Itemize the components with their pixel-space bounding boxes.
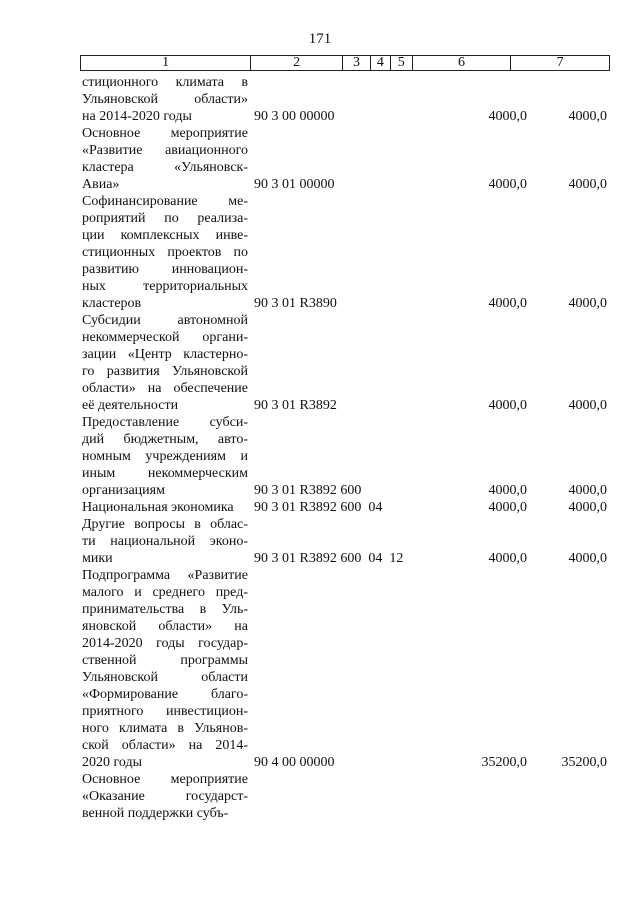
row-code: 90 3 01 R3892 600 04 bbox=[254, 500, 383, 515]
header-col-5: 5 bbox=[391, 56, 413, 70]
description-line: Другие вопросы в облас- bbox=[82, 517, 248, 532]
description-line: Софинансирование ме- bbox=[82, 194, 248, 209]
description-line: 2014-2020 годы государ- bbox=[82, 636, 248, 651]
description-line: ных территориальных bbox=[82, 279, 248, 294]
row-value-col7: 4000,0 bbox=[568, 551, 607, 566]
header-col-4: 4 bbox=[371, 56, 391, 70]
description-line: развитию инновацион- bbox=[82, 262, 248, 277]
description-line: Предоставление субси- bbox=[82, 415, 248, 430]
description-line: Авиа» bbox=[82, 177, 120, 192]
row-value-col7: 4000,0 bbox=[568, 398, 607, 413]
row-description bbox=[82, 516, 248, 567]
row-value-col6: 4000,0 bbox=[488, 177, 527, 192]
header-col-1: 1 bbox=[81, 56, 251, 70]
row-value-col6: 4000,0 bbox=[488, 398, 527, 413]
row-description bbox=[82, 193, 248, 312]
description-line: мики bbox=[82, 551, 113, 566]
row-value-col6: 4000,0 bbox=[488, 483, 527, 498]
description-line: зации «Центр кластерно- bbox=[82, 347, 248, 362]
table-row bbox=[82, 312, 612, 414]
description-line: «Оказание государст- bbox=[82, 789, 248, 804]
description-line: стиционных проектов по bbox=[82, 245, 248, 260]
description-line: ного климата в Ульянов- bbox=[82, 721, 248, 736]
description-line: 2020 годы bbox=[82, 755, 143, 770]
description-line: номным учреждениям и bbox=[82, 449, 248, 464]
description-line: организациям bbox=[82, 483, 165, 498]
description-line: её деятельности bbox=[82, 398, 179, 413]
description-line: дий бюджетным, авто- bbox=[82, 432, 248, 447]
description-line: стиционного климата в bbox=[82, 75, 248, 90]
description-line: Основное мероприятие bbox=[82, 126, 248, 141]
description-line: ской области» на 2014- bbox=[82, 738, 248, 753]
row-description bbox=[82, 74, 248, 125]
row-code: 90 3 01 R3890 bbox=[254, 296, 337, 311]
header-col-6: 6 bbox=[413, 56, 512, 70]
row-description bbox=[82, 312, 248, 414]
description-line: «Формирование благо- bbox=[82, 687, 248, 702]
description-line: на 2014-2020 годы bbox=[82, 109, 192, 124]
row-value-col6: 4000,0 bbox=[488, 500, 527, 515]
row-value-col7: 4000,0 bbox=[568, 177, 607, 192]
table-row bbox=[82, 414, 612, 499]
description-line: некоммерческой органи- bbox=[82, 330, 248, 345]
row-value-col6: 4000,0 bbox=[488, 551, 527, 566]
row-code: 90 3 01 00000 bbox=[254, 177, 335, 192]
table-row bbox=[82, 193, 612, 312]
description-line: ции комплексных инве- bbox=[82, 228, 248, 243]
table-body bbox=[82, 74, 612, 822]
description-line: венной поддержки субъ- bbox=[82, 806, 229, 821]
row-value-col6: 35200,0 bbox=[481, 755, 527, 770]
row-code: 90 3 01 R3892 600 04 12 bbox=[254, 551, 404, 566]
description-line: ти национальной эконо- bbox=[82, 534, 248, 549]
description-line: Национальная экономика bbox=[82, 500, 234, 515]
row-value-col7: 4000,0 bbox=[568, 109, 607, 124]
row-code: 90 3 01 R3892 bbox=[254, 398, 337, 413]
table-row bbox=[82, 74, 612, 125]
table-row bbox=[82, 499, 612, 516]
table-row bbox=[82, 567, 612, 771]
row-value-col7: 35200,0 bbox=[561, 755, 607, 770]
description-line: Ульяновской области bbox=[82, 670, 248, 685]
description-line: кластеров bbox=[82, 296, 142, 311]
row-description bbox=[82, 125, 248, 193]
header-col-7: 7 bbox=[556, 55, 564, 70]
row-value-col7: 4000,0 bbox=[568, 500, 607, 515]
row-code: 90 4 00 00000 bbox=[254, 755, 335, 770]
description-line: кластера «Ульяновск- bbox=[82, 160, 248, 175]
description-line: принимательства в Уль- bbox=[82, 602, 248, 617]
row-value-col6: 4000,0 bbox=[488, 296, 527, 311]
row-code: 90 3 01 R3892 600 bbox=[254, 483, 362, 498]
row-description bbox=[82, 499, 248, 516]
description-line: яновской области» на bbox=[82, 619, 248, 634]
row-value-col6: 4000,0 bbox=[488, 109, 527, 124]
row-value-col7: 4000,0 bbox=[568, 296, 607, 311]
description-line: Подпрограмма «Развитие bbox=[82, 568, 248, 583]
table-row bbox=[82, 125, 612, 193]
description-line: иным некоммерческим bbox=[82, 466, 248, 481]
page-number: 171 bbox=[308, 31, 332, 47]
header-col-2: 2 bbox=[251, 56, 343, 70]
table-row bbox=[82, 516, 612, 567]
description-line: Ульяновской области» bbox=[82, 92, 248, 107]
description-line: приятного инвестицион- bbox=[82, 704, 248, 719]
row-value-col7: 4000,0 bbox=[568, 483, 607, 498]
description-line: области» на обеспечение bbox=[82, 381, 248, 396]
description-line: Основное мероприятие bbox=[82, 772, 248, 787]
table-row bbox=[82, 771, 612, 822]
row-description bbox=[82, 771, 248, 822]
description-line: малого и среднего пред- bbox=[82, 585, 248, 600]
table-header bbox=[80, 55, 610, 71]
description-line: «Развитие авиационного bbox=[82, 143, 248, 158]
description-line: Субсидии автономной bbox=[82, 313, 248, 328]
row-description bbox=[82, 414, 248, 499]
description-line: го развития Ульяновской bbox=[82, 364, 248, 379]
header-col-3: 3 bbox=[343, 56, 371, 70]
description-line: ственной программы bbox=[82, 653, 248, 668]
row-code: 90 3 00 00000 bbox=[254, 109, 335, 124]
description-line: роприятий по реализа- bbox=[82, 211, 248, 226]
row-description bbox=[82, 567, 248, 771]
